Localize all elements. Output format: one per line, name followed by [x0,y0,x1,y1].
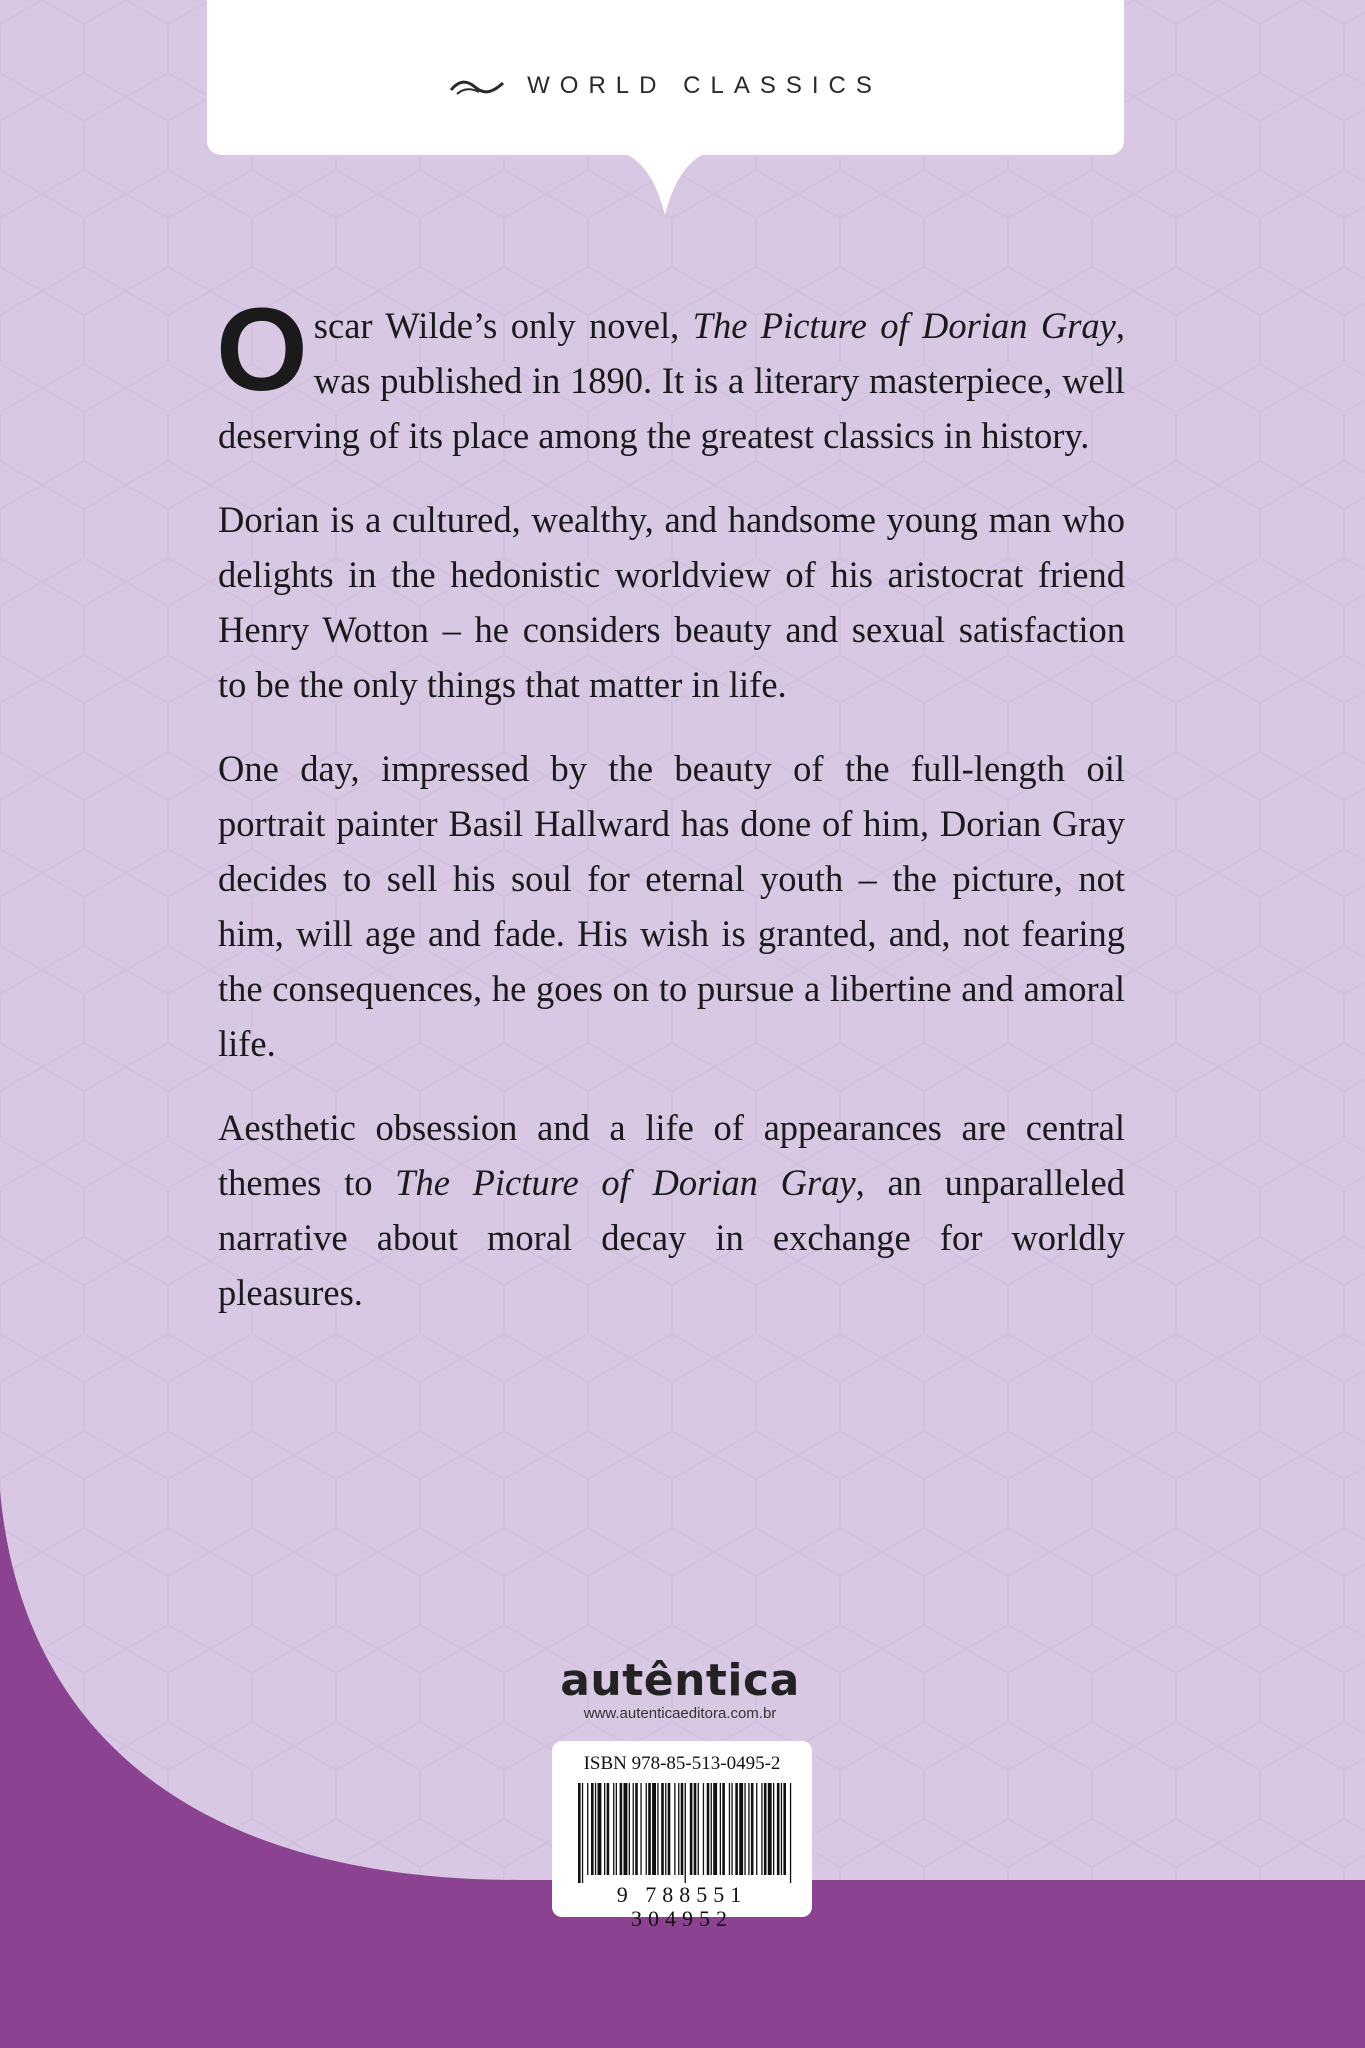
barcode-bar [604,1783,605,1875]
barcode-bar [756,1783,757,1875]
barcode-bar [711,1783,712,1875]
barcode-bar [731,1783,732,1875]
barcode-bar [591,1783,594,1875]
barcode-bar [646,1783,647,1875]
series-label-text: WORLD CLASSICS [527,72,882,99]
barcode-bar [661,1783,664,1875]
drop-cap: O [216,284,308,416]
barcode-bar [690,1783,693,1875]
barcode-bar [633,1783,634,1875]
series-label [207,72,1124,100]
barcode-bar [707,1783,710,1875]
barcode-bar [783,1783,786,1875]
barcode-bar [685,1783,686,1883]
barcode-bar [720,1783,721,1875]
barcode-bar [665,1783,666,1875]
barcode-bar [607,1783,610,1875]
book-title-italic: The Picture of Dorian Gray [395,1162,856,1203]
barcode-bar [722,1783,725,1875]
blurb-paragraph: One day, impressed by the beauty of the full-length oil portrait painter Basil Hallward has done of him, Dorian Gray decides to sell his soul for eternal youth – the picture, not him, will age and fade. His wish is granted, and, not fearing the consequences, he goes on to pursue a libertine and amoral life. [218,748,1125,1064]
barcode-bar [744,1783,745,1875]
barcode-bar [739,1783,743,1875]
barcode-bar [751,1783,754,1875]
back-cover-blurb [216,284,1126,1349]
barcode-bar [657,1783,658,1875]
barcode-bar [668,1783,671,1875]
barcode-bar [629,1783,630,1875]
barcode-bar [582,1783,583,1883]
barcode-bar [713,1783,717,1875]
barcode-bar [781,1783,782,1875]
isbn-label: ISBN 978-85-513-0495-2 [583,1753,781,1774]
barcode-bar [694,1783,697,1875]
wave-ornament-icon [449,77,505,97]
publisher-url: www.autenticaeditora.com.br [583,1705,777,1722]
barcode-bar [635,1783,638,1875]
barcode-bar [698,1783,699,1875]
barcode-bar [613,1783,614,1875]
barcode-bar [703,1783,704,1875]
blurb-paragraph [216,284,1126,463]
barcode-bar [616,1783,617,1875]
publisher-logo [560,1655,800,1722]
barcode-bar [681,1783,684,1875]
series-header-panel [207,0,1124,155]
barcode-bar [578,1783,581,1883]
barcode-digits: 9 788551 304952 [616,1882,748,1931]
barcode-bar [678,1783,679,1875]
publisher-name: autêntica [560,1655,800,1706]
blurb-text: , an unparalleled narrative about moral decay in exchange for worldly pleasures. [218,1162,1125,1313]
barcode-bar [735,1783,738,1875]
blurb-paragraph [218,1100,1125,1320]
barcode [578,1783,792,1883]
barcode-bar [620,1783,623,1875]
barcode-bar [790,1783,791,1883]
barcode-bar [764,1783,767,1875]
blurb-text: Aesthetic obsession and a life of appearances are central themes to [218,1107,1125,1203]
barcode-bar [595,1783,596,1875]
barcode-bar [729,1783,730,1875]
barcode-bar [674,1783,675,1875]
barcode-bar [598,1783,602,1875]
barcode-bar [640,1783,641,1875]
barcode-bar [773,1783,774,1875]
blurb-paragraph: Dorian is a cultured, wealthy, and handsome young man who delights in the hedonistic worldview of his aristocrat friend Henry Wotton – he considers beauty and sexual satisfaction to be the only things that matter in life. [218,499,1125,705]
barcode-bar [648,1783,651,1875]
barcode-bar [652,1783,656,1875]
blurb-text: , was published in 1890. It is a literary masterpiece, well deserving of its place among the greatest classics in history. [218,305,1126,456]
book-title-italic: The Picture of Dorian Gray [692,305,1116,346]
barcode-bar [777,1783,780,1875]
barcode-bar [761,1783,762,1875]
barcode-bar [768,1783,772,1875]
barcode-bar [748,1783,749,1875]
blurb-text: scar Wilde’s only novel, [313,305,693,346]
isbn-barcode-box [552,1741,812,1931]
barcode-bar [624,1783,628,1875]
barcode-bar [587,1783,588,1875]
